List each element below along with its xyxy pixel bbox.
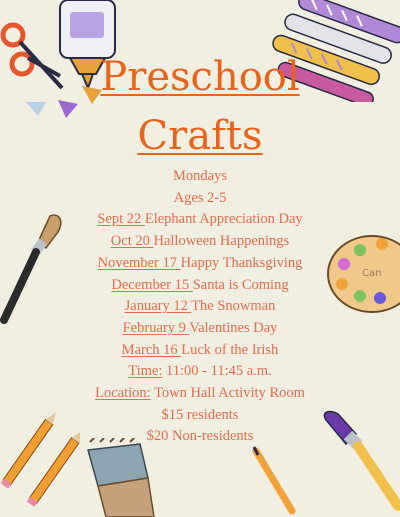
schedule-date: Sept 22	[97, 211, 145, 228]
schedule-event: Elephant Appreciation Day	[144, 211, 303, 228]
detail-label: Location:	[95, 385, 151, 402]
schedule-event: Happy Thanksgiving	[180, 254, 303, 271]
palette-label: Can	[362, 268, 382, 279]
schedule-event: Halloween Happenings	[153, 233, 290, 250]
schedule-date: Oct 20	[110, 233, 154, 250]
schedule-item	[0, 296, 400, 318]
wide-brush-icon	[80, 438, 170, 517]
schedule-text	[0, 166, 400, 448]
schedule-item	[0, 318, 400, 340]
price-non-residents: $20 Non-residents	[146, 428, 254, 445]
schedule-item	[0, 275, 400, 297]
schedule-item	[0, 231, 400, 253]
schedule-event: Santa is Coming	[192, 276, 289, 293]
schedule-event: The Snowman	[191, 298, 276, 315]
schedule-item	[0, 253, 400, 275]
title-line-1: Preschool	[100, 54, 300, 100]
detail-label: Time:	[128, 363, 163, 380]
price-residents: $15 residents	[161, 406, 239, 423]
schedule-date: January 12	[124, 298, 192, 315]
schedule-event: Luck of the Irish	[181, 341, 279, 358]
schedule-date: February 9	[122, 319, 190, 336]
intro-ages: Ages 2-5	[173, 189, 227, 206]
time-detail	[0, 361, 400, 383]
schedule-item	[0, 340, 400, 362]
schedule-date: March 16	[121, 341, 182, 358]
schedule-date: December 15	[111, 276, 193, 293]
schedule-date: November 17	[97, 254, 181, 271]
title-line-2: Crafts	[137, 113, 263, 159]
schedule-item	[0, 209, 400, 231]
intro-day: Mondays	[173, 168, 227, 184]
detail-value: Town Hall Activity Room	[154, 385, 305, 402]
pen-icon	[250, 445, 310, 517]
schedule-event: Valentines Day	[189, 319, 278, 336]
detail-value: 11:00 - 11:45 a.m.	[166, 363, 272, 380]
location-detail	[0, 383, 400, 405]
